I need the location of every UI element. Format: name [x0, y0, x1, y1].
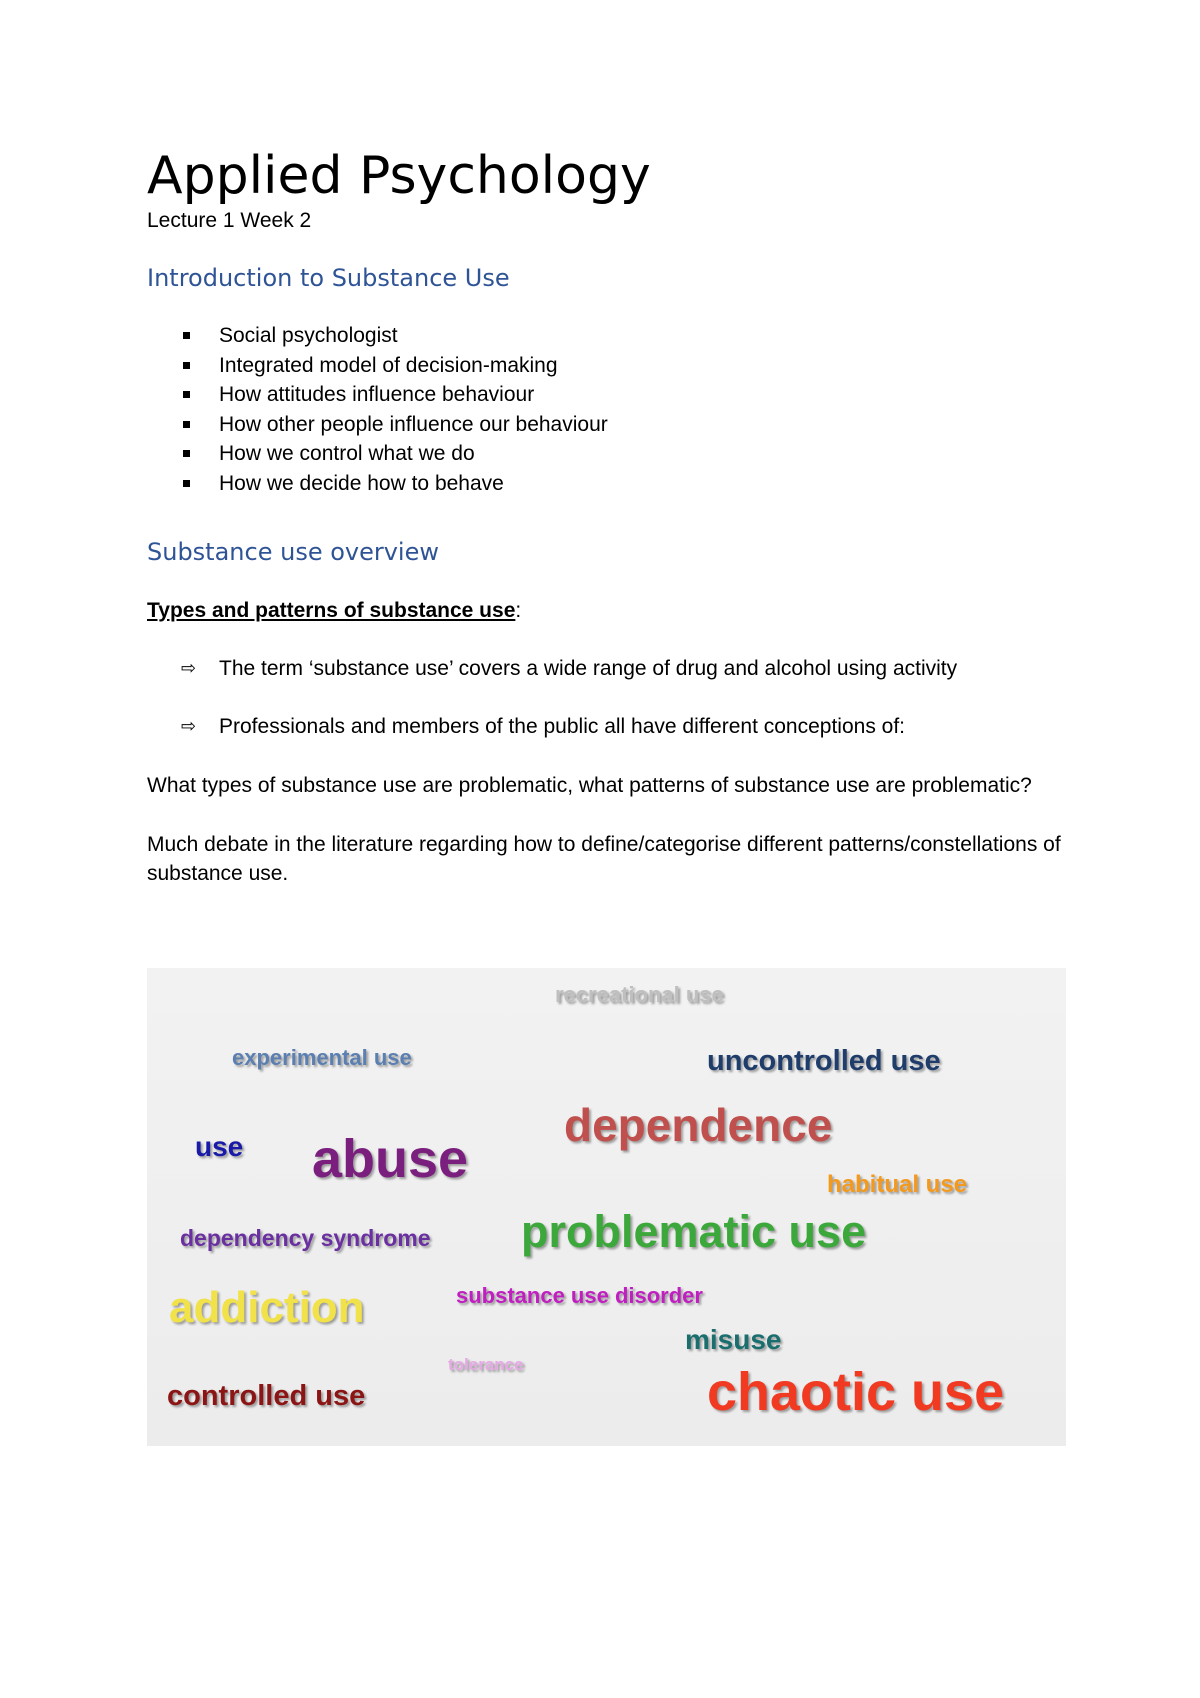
document-page	[147, 145, 1067, 909]
list-item-text: How other people influence our behaviour	[219, 412, 608, 436]
word-chaotic-use: chaotic use	[707, 1362, 1005, 1422]
list-item	[147, 321, 1067, 351]
word-recreational-use: recreational use	[555, 982, 724, 1007]
list-item	[147, 351, 1067, 381]
square-bullet-icon	[183, 450, 190, 457]
word-controlled-use: controlled use	[167, 1380, 366, 1412]
right-arrow-icon: ⇨	[181, 715, 197, 737]
types-label	[147, 597, 1067, 625]
word-addiction: addiction	[169, 1283, 365, 1332]
intro-bullet-list	[147, 321, 1067, 499]
word-substance-use-disorder: substance use disorder	[456, 1283, 703, 1308]
types-label-colon: :	[515, 598, 522, 622]
square-bullet-icon	[183, 362, 190, 369]
word-habitual-use: habitual use	[827, 1171, 968, 1198]
square-bullet-icon	[183, 332, 190, 339]
word-problematic-use: problematic use	[521, 1206, 867, 1257]
arrow-item-text: Professionals and members of the public all have different conceptions of:	[219, 714, 906, 738]
list-item-text: How attitudes influence behaviour	[219, 383, 535, 407]
document-title: Applied Psychology	[147, 146, 651, 206]
arrow-list-item	[147, 713, 1067, 741]
word-use: use	[195, 1131, 244, 1162]
list-item	[147, 439, 1067, 469]
square-bullet-icon	[183, 421, 190, 428]
list-item	[147, 469, 1067, 499]
list-item-text: How we control what we do	[219, 442, 475, 466]
list-item-text: Social psychologist	[219, 324, 398, 347]
word-experimental-use: experimental use	[232, 1045, 412, 1070]
paragraph-debate: Much debate in the literature regarding how to define/categorise different patterns/constellations of substance use.	[147, 832, 1061, 885]
word-cloud-image	[147, 968, 1066, 1446]
word-uncontrolled-use: uncontrolled use	[707, 1045, 941, 1077]
document-subtitle: Lecture 1 Week 2	[147, 209, 312, 232]
word-misuse: misuse	[685, 1324, 782, 1355]
square-bullet-icon	[183, 391, 190, 398]
list-item	[147, 410, 1067, 440]
square-bullet-icon	[183, 480, 190, 487]
list-item	[147, 380, 1067, 410]
word-dependency-syndrome: dependency syndrome	[180, 1225, 431, 1251]
section-heading-introduction: Introduction to Substance Use	[147, 264, 510, 292]
arrow-item-text: The term ‘substance use’ covers a wide range of drug and alcohol using activity	[219, 656, 958, 680]
word-abuse: abuse	[312, 1129, 469, 1189]
section-heading-overview: Substance use overview	[147, 537, 439, 566]
right-arrow-icon: ⇨	[181, 657, 197, 679]
paragraph-problematic: What types of substance use are problematic, what patterns of substance use are problematic?	[147, 773, 1032, 797]
list-item-text: Integrated model of decision-making	[219, 353, 558, 377]
arrow-list-item	[147, 655, 1067, 683]
word-dependence: dependence	[564, 1099, 833, 1151]
word-tolerance: tolerance	[448, 1355, 524, 1374]
list-item-text: How we decide how to behave	[219, 471, 504, 495]
types-label-text: Types and patterns of substance use	[147, 598, 516, 622]
